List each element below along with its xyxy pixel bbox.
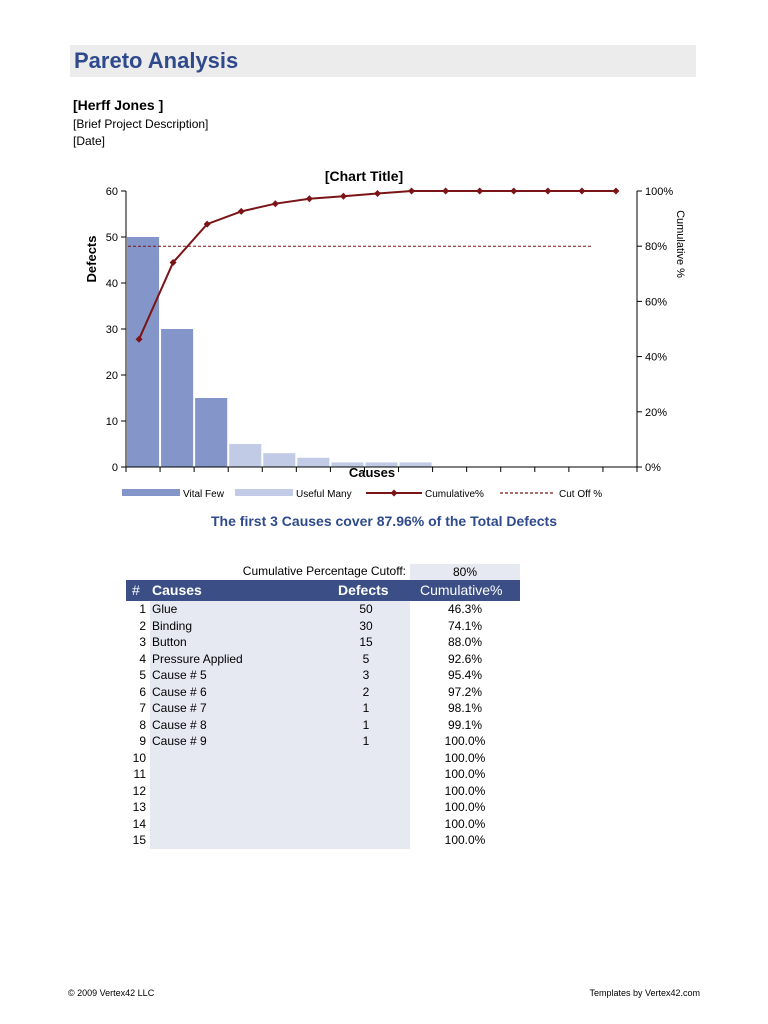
row-number: 9 xyxy=(139,734,146,748)
bar-useful-many xyxy=(297,458,329,467)
cumulative-point xyxy=(612,188,619,195)
header-num: # xyxy=(132,582,140,598)
y-tick-label: 0 xyxy=(111,462,118,474)
bar-useful-many xyxy=(263,453,295,467)
row-number: 4 xyxy=(139,651,146,666)
table-row xyxy=(126,700,520,717)
row-number: 6 xyxy=(139,684,146,699)
y2-tick-label: 80% xyxy=(645,241,668,254)
y-tick-label: 20 xyxy=(105,370,118,382)
row-cause[interactable]: Glue xyxy=(152,602,178,616)
cutoff-label: Cumulative Percentage Cutoff: xyxy=(242,564,406,578)
row-number: 15 xyxy=(132,833,146,847)
summary-text: The first 3 Causes cover 87.96% of the Total Defects xyxy=(211,513,557,529)
table-row xyxy=(126,816,520,833)
row-number: 13 xyxy=(132,800,146,814)
header-causes: Causes xyxy=(152,582,202,598)
legend-swatch-useful-many xyxy=(235,489,293,496)
cumulative-point xyxy=(510,188,517,195)
row-cumulative: 46.3% xyxy=(447,602,483,616)
row-cause[interactable]: Pressure Applied xyxy=(152,651,243,666)
company-name: [Herff Jones ] xyxy=(73,97,164,113)
table-header xyxy=(126,580,520,601)
row-number: 7 xyxy=(139,701,146,715)
row-cumulative: 98.1% xyxy=(447,701,483,715)
legend-label-cutoff: Cut Off % xyxy=(559,489,603,500)
cumulative-point xyxy=(272,200,279,207)
table-row xyxy=(126,618,520,635)
row-number: 14 xyxy=(132,816,146,831)
header-defects: Defects xyxy=(338,582,389,598)
legend-marker-cumulative xyxy=(391,490,398,497)
row-number: 2 xyxy=(139,618,146,633)
row-number: 3 xyxy=(139,635,146,649)
header-cumulative: Cumulative% xyxy=(420,582,503,598)
row-cumulative: 99.1% xyxy=(447,717,483,732)
y-tick-label: 40 xyxy=(105,278,118,290)
cumulative-point xyxy=(578,188,585,195)
title-bar xyxy=(70,45,696,77)
cutoff-value[interactable]: 80% xyxy=(410,564,520,580)
y-axis-label: Defects xyxy=(84,235,99,283)
footer-copyright: © 2009 Vertex42 LLC xyxy=(68,988,155,998)
row-cumulative: 100.0% xyxy=(444,800,486,814)
row-cumulative: 88.0% xyxy=(447,635,483,649)
table-row xyxy=(126,783,520,800)
legend-label-vital-few: Vital Few xyxy=(183,489,224,500)
project-description: [Brief Project Description] xyxy=(73,117,209,131)
table-row xyxy=(126,750,520,767)
bar-vital-few xyxy=(127,237,159,467)
bar-vital-few xyxy=(195,398,227,467)
cumulative-line xyxy=(139,191,616,339)
project-date: [Date] xyxy=(73,134,106,148)
table-row xyxy=(126,601,520,618)
cumulative-point xyxy=(340,193,347,200)
row-defects[interactable]: 2 xyxy=(362,684,370,699)
row-cause[interactable]: Cause # 7 xyxy=(152,701,207,715)
y-tick-label: 50 xyxy=(105,232,118,244)
table-row xyxy=(126,832,520,849)
row-cause[interactable]: Cause # 8 xyxy=(152,717,207,732)
table-row xyxy=(126,651,520,668)
row-number: 1 xyxy=(139,602,146,616)
row-cumulative: 100.0% xyxy=(444,783,486,798)
x-axis-label: Causes xyxy=(348,465,396,480)
bar-vital-few xyxy=(161,329,193,467)
row-defects[interactable]: 15 xyxy=(359,635,373,649)
cumulative-point xyxy=(374,190,381,197)
y2-axis-label: Cumulative % xyxy=(674,210,686,278)
row-defects[interactable]: 1 xyxy=(362,734,370,748)
row-cause[interactable]: Cause # 6 xyxy=(152,684,207,699)
cumulative-point xyxy=(238,208,245,215)
row-number: 12 xyxy=(132,783,146,798)
y2-tick-label: 0% xyxy=(645,462,661,474)
y-tick-label: 60 xyxy=(105,186,118,198)
row-cause[interactable]: Binding xyxy=(152,618,193,633)
bar-useful-many xyxy=(229,444,261,467)
row-cumulative: 100.0% xyxy=(444,767,486,781)
bar-useful-many xyxy=(400,462,432,467)
cumulative-point xyxy=(306,195,313,202)
row-defects[interactable]: 3 xyxy=(362,668,370,682)
legend-swatch-vital-few xyxy=(122,489,180,496)
row-cumulative: 97.2% xyxy=(447,684,483,699)
row-number: 8 xyxy=(139,717,146,732)
table-row xyxy=(126,667,520,684)
row-defects[interactable]: 30 xyxy=(359,618,373,633)
row-cumulative: 95.4% xyxy=(447,668,483,682)
y2-tick-label: 60% xyxy=(645,296,668,309)
row-cumulative: 100.0% xyxy=(444,734,486,748)
legend-label-useful-many: Useful Many xyxy=(296,489,352,500)
pareto-chart xyxy=(70,160,710,508)
row-cumulative: 74.1% xyxy=(447,618,483,633)
table-row xyxy=(126,766,520,783)
y2-tick-label: 100% xyxy=(645,186,674,198)
y2-tick-label: 40% xyxy=(645,351,668,364)
table-row xyxy=(126,717,520,734)
row-number: 11 xyxy=(133,767,146,781)
cumulative-point xyxy=(476,188,483,195)
row-number: 5 xyxy=(139,668,146,682)
legend-label-cumulative: Cumulative% xyxy=(425,489,484,500)
row-cumulative: 100.0% xyxy=(444,833,486,847)
y-tick-label: 30 xyxy=(105,324,118,336)
cumulative-point xyxy=(544,188,551,195)
table-row xyxy=(126,684,520,701)
row-defects[interactable]: 1 xyxy=(362,701,370,715)
row-cumulative: 100.0% xyxy=(444,816,486,831)
cumulative-point xyxy=(408,188,415,195)
table-row xyxy=(126,799,520,816)
row-cause[interactable]: Cause # 9 xyxy=(152,734,207,748)
table-row xyxy=(126,733,520,750)
row-cause[interactable]: Button xyxy=(152,635,187,649)
row-defects[interactable]: 50 xyxy=(359,602,373,616)
row-defects[interactable]: 5 xyxy=(362,651,370,666)
row-cause[interactable]: Cause # 5 xyxy=(152,668,207,682)
table-row xyxy=(126,634,520,651)
chart-title: [Chart Title] xyxy=(324,168,404,184)
row-cumulative: 92.6% xyxy=(447,651,483,666)
row-number: 10 xyxy=(132,750,146,765)
cumulative-point xyxy=(442,188,449,195)
footer-link[interactable]: Templates by Vertex42.com xyxy=(589,988,700,998)
y2-tick-label: 20% xyxy=(645,406,668,419)
row-defects[interactable]: 1 xyxy=(362,717,370,732)
y-tick-label: 10 xyxy=(105,416,118,428)
row-cumulative: 100.0% xyxy=(444,750,486,765)
page-title: Pareto Analysis xyxy=(74,48,239,73)
